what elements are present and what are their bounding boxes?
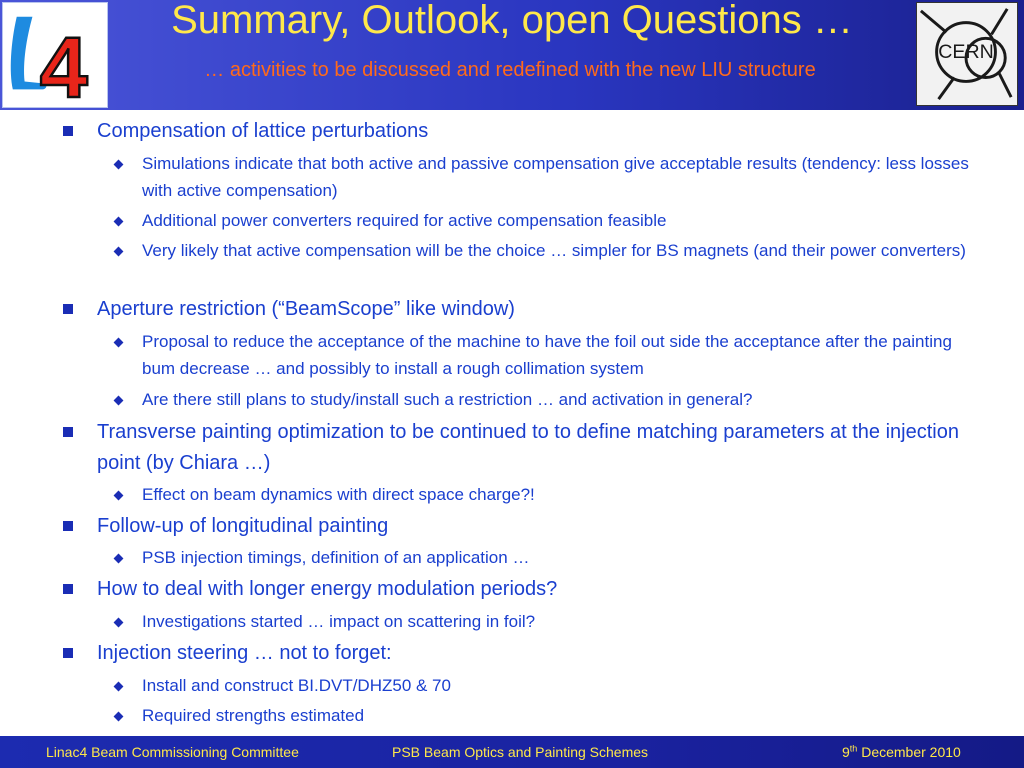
slide-header [0,0,1024,110]
sub-bullet-1-3 [142,237,982,264]
sub-bullet-3-1 [142,481,982,508]
diamond-bullet-icon [114,554,124,564]
sub-bullet-1-2-text: Additional power converters required for active compensation feasible [142,211,667,230]
sub-bullet-6-2-text: Required strengths estimated [142,706,365,725]
bullet-3-text: Transverse painting optimization to be continued to to define matching parameters at the injection point (by Chiara …) [97,421,959,474]
diamond-bullet-icon [114,682,124,692]
slide-title: Summary, Outlook, open Questions … [171,0,853,42]
slide-footer [0,736,1024,768]
cern-logo [916,2,1018,106]
footer-committee: Linac4 Beam Commissioning Committee [46,744,299,760]
bullet-2 [97,294,977,325]
diamond-bullet-icon [114,712,124,722]
linac4-logo-text: 4 [39,20,88,107]
linac4-logo [2,2,108,108]
square-bullet-icon [63,584,73,594]
slide-subtitle: … activities to be discussed and redefined with the new LIU structure [204,59,816,81]
bullet-2-text: Aperture restriction (“BeamScope” like window) [97,298,515,320]
square-bullet-icon [63,521,73,531]
square-bullet-icon [63,126,73,136]
bullet-5-text: How to deal with longer energy modulation periods? [97,578,558,600]
sub-bullet-1-1-text: Simulations indicate that both active and passive compensation give acceptable results (tendency: less losses with active compensation) [142,154,969,200]
footer-date [842,736,961,768]
diamond-bullet-icon [114,217,124,227]
sub-bullet-2-2 [142,386,982,413]
footer-date-day: 9 [842,744,850,760]
slide-body [0,110,1024,736]
cern-logo-graphic [917,3,1017,105]
square-bullet-icon [63,648,73,658]
diamond-bullet-icon [114,160,124,170]
sub-bullet-5-1-text: Investigations started … impact on scattering in foil? [142,612,536,631]
sub-bullet-4-1 [142,544,982,571]
diamond-bullet-icon [114,618,124,628]
sub-bullet-1-3-text: Very likely that active compensation will be the choice … simpler for BS magnets (and their power converters) [142,241,966,260]
sub-bullet-1-2 [142,207,982,234]
bullet-1-text: Compensation of lattice perturbations [97,120,429,142]
bullet-4-text: Follow-up of longitudinal painting [97,515,389,537]
cern-logo-text: CERN [938,40,994,63]
diamond-bullet-icon [114,396,124,406]
diamond-bullet-icon [114,247,124,257]
diamond-bullet-icon [114,338,124,348]
bullet-4 [97,511,977,542]
sub-bullet-6-2 [142,702,982,729]
sub-bullet-5-1 [142,608,982,635]
bullet-5 [97,574,977,605]
sub-bullet-6-1 [142,672,982,699]
sub-bullet-2-1 [142,328,982,382]
sub-bullet-1-1 [142,150,982,204]
square-bullet-icon [63,427,73,437]
square-bullet-icon [63,304,73,314]
bullet-3 [97,417,977,479]
footer-date-suffix: th [849,743,858,754]
linac4-logo-graphic [3,3,107,107]
sub-bullet-6-1-text: Install and construct BI.DVT/DHZ50 & 70 [142,676,451,695]
footer-topic: PSB Beam Optics and Painting Schemes [392,744,649,760]
sub-bullet-3-1-text: Effect on beam dynamics with direct space charge?! [142,485,535,504]
bullet-6 [97,638,977,669]
bullet-1 [97,116,977,147]
bullet-6-text: Injection steering … not to forget: [97,642,392,664]
footer-date-rest: December 2010 [857,744,961,760]
sub-bullet-2-2-text: Are there still plans to study/install such a restriction … and activation in general? [142,390,753,409]
diamond-bullet-icon [114,491,124,501]
sub-bullet-4-1-text: PSB injection timings, definition of an application … [142,548,530,567]
sub-bullet-2-1-text: Proposal to reduce the acceptance of the machine to have the foil out side the acceptance after the painting bum decrease … and possibly to install a rough collimation system [142,332,952,378]
